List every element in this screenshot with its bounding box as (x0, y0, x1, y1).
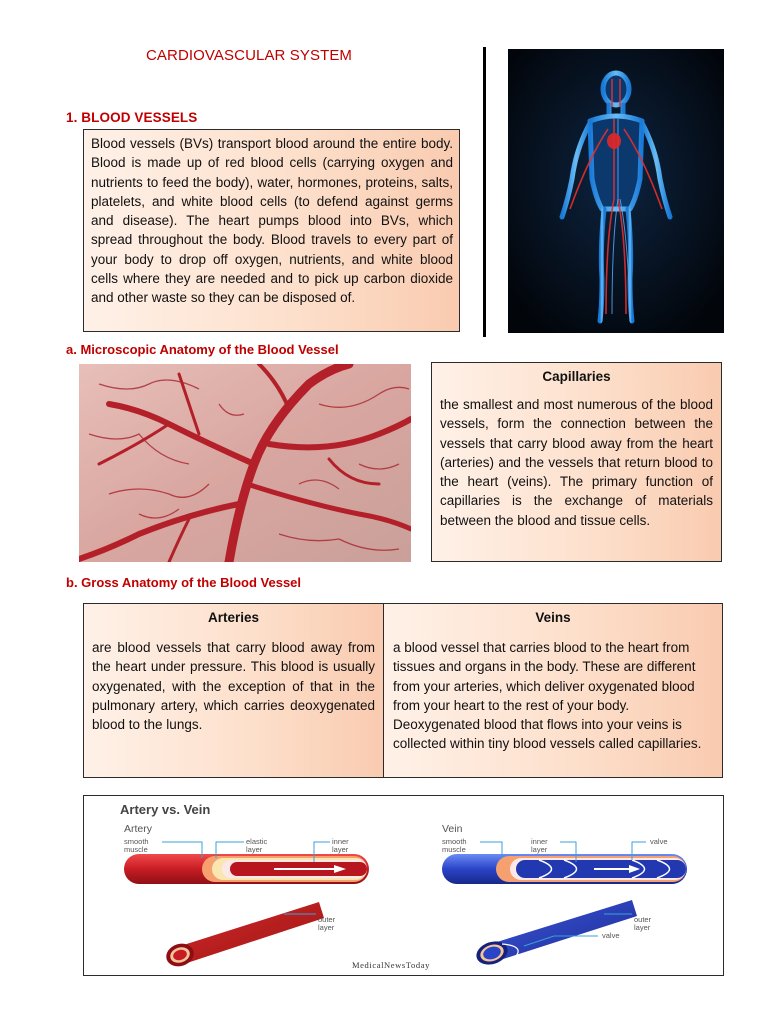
vertical-divider (483, 47, 486, 337)
artery-label: Artery (124, 823, 153, 835)
artery-elastic-layer-label: elastic layer (246, 837, 268, 854)
subsection-heading-microscopic: a. Microscopic Anatomy of the Blood Vessel (66, 342, 339, 357)
vein-inner-layer-label: inner layer (531, 837, 548, 854)
capillaries-paragraph: the smallest and most numerous of the blood vessels, form the connection between the vessels that carry blood away from the heart (arteries) and the vessels that return blood to the heart (veins). The primary function of capillaries is the exchange of materials between the blood and tissue cells. (440, 397, 713, 528)
artery-vs-vein-diagram (83, 795, 724, 976)
capillaries-photo (79, 364, 411, 562)
medical-news-today-credit: MedicalNewsToday (352, 960, 430, 970)
vein-outer-layer-label: outer layer (634, 915, 652, 932)
capillary-network-illustration (79, 364, 411, 562)
artery-inner-layer-label: inner layer (332, 837, 349, 854)
arteries-title: Arteries (207, 610, 260, 625)
artery-vein-illustration (84, 796, 724, 976)
human-body-illustration (508, 49, 724, 333)
veins-title: Veins (535, 610, 571, 625)
blood-vessels-paragraph: Blood vessels (BVs) transport blood around the entire body. Blood is made up of red blood cells (carrying oxygen and nutrients to feed the body), water, hormones, proteins, salts, platelets, and white blood cells (to defend against germs and disease). The heart pumps blood into BVs, which spread throughout the body. Blood travels to every part of your body to drop off oxygen, nutrients, and white blood cells where they are needed and to pick up carbon dioxide and other waste so they can be disposed of. (91, 136, 453, 306)
artery-smooth-muscle-label: smooth muscle (124, 837, 149, 854)
arteries-cell (83, 603, 384, 778)
capillaries-title: Capillaries (542, 369, 611, 384)
circulatory-system-image (508, 49, 724, 333)
veins-cell (383, 603, 723, 778)
vein-label: Vein (442, 823, 463, 835)
veins-paragraph: a blood vessel that carries blood to the heart from tissues and organs in the body. These are different from your arteries, which deliver oxygenated blood from your heart to the rest of your body. Deoxygenated blood that flows into your veins is collected within tiny blood vessels called capillaries. (393, 640, 702, 752)
artery-outer-layer-label: outer layer (318, 915, 336, 932)
vein-smooth-muscle-label: smooth muscle (442, 837, 467, 854)
artery-3d (174, 902, 324, 964)
blood-vessels-textbox (83, 129, 460, 332)
section-heading-blood-vessels: 1. BLOOD VESSELS (66, 110, 198, 125)
subsection-heading-gross: b. Gross Anatomy of the Blood Vessel (66, 575, 302, 590)
capillaries-textbox (431, 362, 722, 562)
arteries-paragraph: are blood vessels that carry blood away from the heart under pressure. This blood is usually oxygenated, with the exception of that in the pulmonary artery, which carries deoxygenated blood to the lungs. (92, 640, 375, 733)
diagram-title: Artery vs. Vein (120, 802, 211, 817)
page-title: CARDIOVASCULAR SYSTEM (146, 47, 353, 64)
vein-valve-label-bottom: valve (602, 931, 620, 940)
vein-valve-label-top: valve (650, 837, 668, 846)
